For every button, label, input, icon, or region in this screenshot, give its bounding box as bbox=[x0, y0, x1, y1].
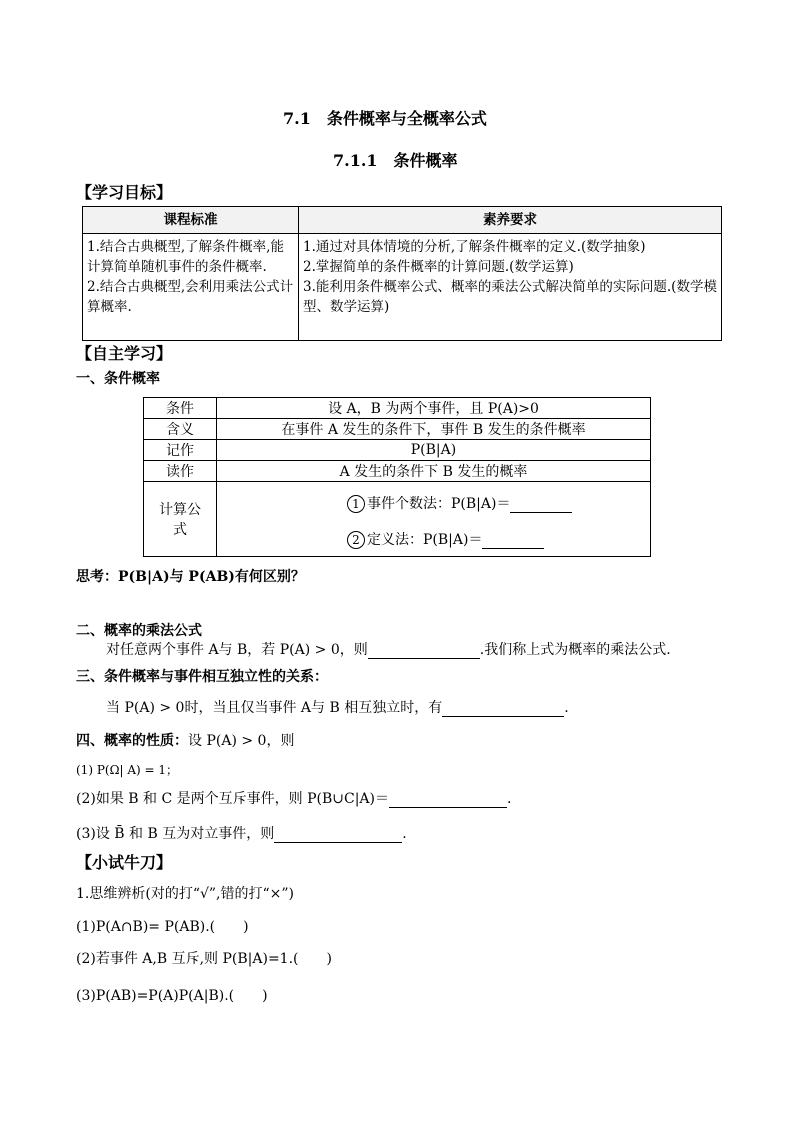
goals-col2-header: 素养要求 bbox=[299, 207, 722, 234]
row-value: 在事件 A 发生的条件下，事件 B 发生的条件概率 bbox=[217, 419, 651, 440]
part4 bbox=[76, 730, 294, 750]
property-3 bbox=[76, 823, 407, 843]
goals-col1-cell bbox=[83, 234, 299, 341]
self-study-heading: 【自主学习】 bbox=[76, 344, 173, 363]
goals-col2-line: 1.通过对具体情境的分析,了解条件概率的定义.(数学抽象) bbox=[303, 239, 646, 255]
practice-item: (2)若事件 A,B 互斥,则 P(B|A)=1.( ) bbox=[76, 951, 332, 967]
answer-blank[interactable] bbox=[482, 534, 544, 549]
part3-title: 三、条件概率与事件相互独立性的关系： bbox=[76, 669, 328, 685]
property-3-end: . bbox=[402, 826, 407, 842]
goals-col2-line: 3.能利用条件概率公式、概率的乘法公式解决简单的实际问题.(数学模型、数学运算) bbox=[303, 279, 717, 315]
property-1: (1) P(Ω| A) = 1； bbox=[76, 763, 179, 777]
goals-col2-line: 2.掌握简单的条件概率的计算问题.(数学运算) bbox=[303, 259, 574, 275]
practice-item: (3)P(AB)=P(A)P(A|B).( ) bbox=[76, 988, 268, 1004]
page-subtitle: 7.1.1 条件概率 bbox=[333, 151, 458, 170]
calc-value bbox=[217, 482, 651, 557]
part2-text-b: .我们称上式为概率的乘法公式. bbox=[479, 642, 671, 658]
part3-text-b: . bbox=[564, 700, 569, 716]
row-value: 设 A，B 为两个事件，且 P(A)>0 bbox=[217, 398, 651, 419]
page-title: 7.1 条件概率与全概率公式 bbox=[283, 109, 487, 128]
part3-text bbox=[106, 697, 569, 717]
goals-col1-header: 课程标准 bbox=[83, 207, 299, 234]
row-value: A 发生的条件下 B 发生的概率 bbox=[217, 461, 651, 482]
row-label: 记作 bbox=[144, 440, 217, 461]
property-2-text: (2)如果 B 和 C 是两个互斥事件，则 P(B∪C|A)＝ bbox=[76, 791, 389, 807]
part2-title: 二、概率的乘法公式 bbox=[76, 623, 202, 639]
row-label: 含义 bbox=[144, 419, 217, 440]
calc-label-text: 计算公式 bbox=[159, 502, 201, 538]
circle-number-2: 2 bbox=[347, 531, 365, 549]
circle-number-1: 1 bbox=[347, 495, 365, 513]
goals-col2-cell bbox=[299, 234, 722, 341]
practice-q1: 1.思维辨析(对的打“√”,错的打“×”) bbox=[76, 886, 295, 902]
answer-blank[interactable] bbox=[442, 702, 564, 717]
definition-table bbox=[143, 397, 651, 557]
answer-blank[interactable] bbox=[274, 828, 402, 843]
calc-line-2: 定义法：P(B|A)＝ bbox=[367, 532, 483, 548]
calc-line-1: 事件个数法：P(B|A)＝ bbox=[367, 496, 511, 512]
answer-blank[interactable] bbox=[389, 793, 507, 808]
goals-col1-line: 1.结合古典概型,了解条件概率,能计算简单随机事件的条件概率. bbox=[87, 239, 284, 275]
part2-text-a: 对任意两个事件 A与 B，若 P(A) > 0，则 bbox=[106, 642, 368, 658]
answer-blank[interactable] bbox=[368, 644, 480, 659]
goals-table bbox=[82, 206, 722, 341]
practice-item: (1)P(A∩B)= P(AB).( ) bbox=[76, 919, 249, 935]
row-label: 条件 bbox=[144, 398, 217, 419]
part1-title: 一、条件概率 bbox=[76, 371, 160, 387]
part4-title: 四、概率的性质： bbox=[76, 733, 188, 749]
answer-blank[interactable] bbox=[510, 498, 572, 513]
practice-heading: 【小试牛刀】 bbox=[76, 853, 173, 872]
goals-col1-line: 2.结合古典概型,会利用乘法公式计算概率. bbox=[87, 279, 294, 315]
property-3-text: (3)设 B̄ 和 B 互为对立事件，则 bbox=[76, 826, 275, 842]
part4-condition: 设 P(A) > 0，则 bbox=[188, 733, 295, 749]
goals-heading: 【学习目标】 bbox=[76, 183, 173, 202]
part2-text bbox=[106, 639, 671, 659]
property-2 bbox=[76, 788, 511, 808]
calc-label bbox=[144, 482, 217, 557]
think-question: 思考：P(B|A)与 P(AB)有何区别？ bbox=[76, 569, 305, 585]
property-2-end: . bbox=[506, 791, 512, 807]
row-value: P(B|A) bbox=[217, 440, 651, 461]
row-label: 读作 bbox=[144, 461, 217, 482]
part3-text-a: 当 P(A) > 0时，当且仅当事件 A与 B 相互独立时，有 bbox=[106, 700, 443, 716]
